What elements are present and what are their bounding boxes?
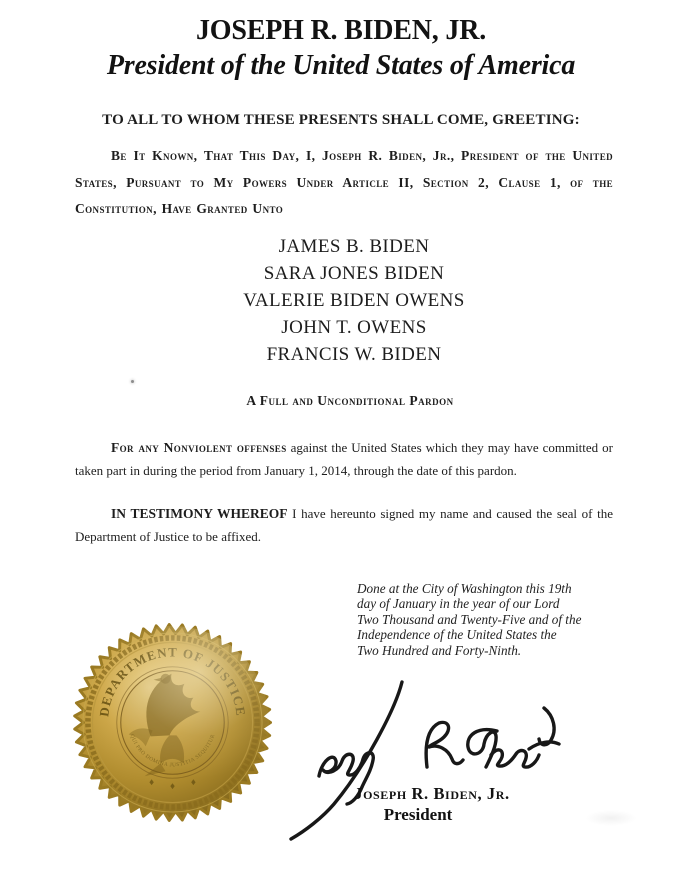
grantee-list: [13, 233, 682, 368]
testimony-clause-lead: IN TESTIMONY WHEREOF: [111, 506, 288, 521]
signer-name: Joseph R. Biden, Jr.: [354, 784, 510, 803]
offenses-clause: [75, 437, 613, 482]
document-title: JOSEPH R. BIDEN, JR.: [195, 15, 487, 46]
document-subtitle: President of the United States of America: [106, 50, 576, 81]
document-header: [0, 14, 682, 84]
preamble-paragraph: Be It Known, That This Day, I, Joseph R. Biden, Jr., President of the United States, Pursuant to My Powers Under Article II, Section 2, Clause 1, of the Constitution, Have Granted Unto: [75, 148, 613, 216]
attestation-block: [357, 581, 602, 658]
offenses-clause-body: against the United States which they may have committed or taken part in during the period from January 1, 2014, through the date of this pardon.: [75, 440, 613, 478]
attestation-line: day of January in the year of our Lord: [357, 596, 560, 612]
attestation-line: Done at the City of Washington this 19th: [357, 581, 572, 596]
attestation-line: Two Hundred and Forty-Ninth.: [357, 642, 522, 658]
grantee-name: JOHN T. OWENS: [281, 317, 427, 338]
signer-title: President: [383, 805, 453, 824]
attestation-line: Two Thousand and Twenty-Five and of the: [357, 611, 582, 627]
salutation-line: TO ALL TO WHOM THESE PRESENTS SHALL COME, GREETING:: [102, 112, 580, 128]
grantee-name: JAMES B. BIDEN: [278, 236, 430, 257]
testimony-clause: [75, 503, 613, 548]
doj-gold-seal-icon: [73, 623, 272, 822]
pardon-heading: A Full and Unconditional Pardon: [246, 393, 454, 408]
attestation-line: Independence of the United States the: [357, 627, 557, 643]
testimony-clause-body: I have hereunto signed my name and caused the seal of the Department of Justice to be affixed.: [75, 506, 613, 544]
scan-smudge: [585, 810, 637, 826]
grantee-name: FRANCIS W. BIDEN: [266, 344, 442, 365]
grantee-name: VALERIE BIDEN OWENS: [243, 290, 465, 311]
scan-speck: [131, 380, 134, 383]
grantee-name: SARA JONES BIDEN: [263, 263, 445, 284]
signature-block: [302, 785, 562, 827]
offenses-clause-lead: For any Nonviolent offenses: [111, 440, 287, 455]
